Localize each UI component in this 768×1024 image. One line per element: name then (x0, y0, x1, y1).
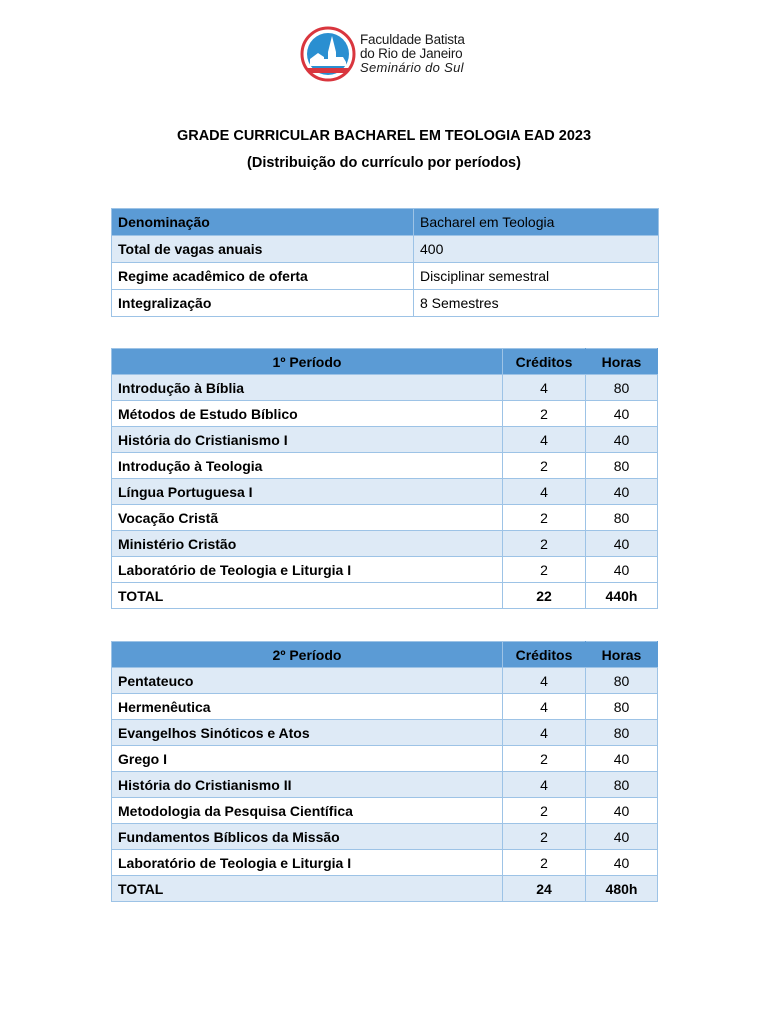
course-hours: 80 (586, 375, 658, 401)
table-row (112, 798, 658, 824)
period-title: 2º Período (112, 642, 503, 668)
table-row (112, 427, 658, 453)
course-credits: 4 (503, 375, 586, 401)
course-name: História do Cristianismo II (112, 772, 503, 798)
table-row (112, 453, 658, 479)
credits-header: Créditos (503, 349, 586, 375)
total-label: TOTAL (112, 876, 503, 902)
course-hours: 40 (586, 401, 658, 427)
course-hours: 80 (586, 772, 658, 798)
course-hours: 40 (586, 427, 658, 453)
table-header-row (112, 349, 658, 375)
course-name: Introdução à Bíblia (112, 375, 503, 401)
course-credits: 2 (503, 850, 586, 876)
course-name: Metodologia da Pesquisa Científica (112, 798, 503, 824)
course-credits: 2 (503, 798, 586, 824)
course-hours: 40 (586, 824, 658, 850)
course-credits: 2 (503, 746, 586, 772)
table-row (112, 557, 658, 583)
table-row (112, 375, 658, 401)
credits-header: Créditos (503, 642, 586, 668)
course-name: Vocação Cristã (112, 505, 503, 531)
course-name: Hermenêutica (112, 694, 503, 720)
table-row (112, 531, 658, 557)
hours-header: Horas (586, 642, 658, 668)
course-hours: 80 (586, 694, 658, 720)
total-credits: 22 (503, 583, 586, 609)
institution-logo (300, 26, 465, 82)
period-1-table (111, 348, 658, 609)
info-value: Bacharel em Teologia (414, 209, 659, 236)
course-name: Fundamentos Bíblicos da Missão (112, 824, 503, 850)
logo-text-line1: Faculdade Batista (360, 32, 465, 47)
total-row (112, 583, 658, 609)
course-credits: 2 (503, 401, 586, 427)
course-credits: 2 (503, 824, 586, 850)
table-row (112, 479, 658, 505)
table-row (112, 746, 658, 772)
course-hours: 80 (586, 720, 658, 746)
total-row (112, 876, 658, 902)
logo-text-line3: Seminário do Sul (360, 60, 464, 76)
table-row (112, 772, 658, 798)
course-name: Língua Portuguesa I (112, 479, 503, 505)
info-value: Disciplinar semestral (414, 263, 659, 290)
course-hours: 40 (586, 557, 658, 583)
total-credits: 24 (503, 876, 586, 902)
course-name: Laboratório de Teologia e Liturgia I (112, 850, 503, 876)
course-name: Laboratório de Teologia e Liturgia I (112, 557, 503, 583)
total-label: TOTAL (112, 583, 503, 609)
info-row (112, 263, 659, 290)
page-subtitle: (Distribuição do currículo por períodos) (247, 155, 521, 171)
course-hours: 80 (586, 505, 658, 531)
course-info-table (111, 208, 659, 317)
course-credits: 4 (503, 479, 586, 505)
page-title: GRADE CURRICULAR BACHAREL EM TEOLOGIA EAD 2023 (176, 128, 592, 144)
course-credits: 4 (503, 694, 586, 720)
course-hours: 40 (586, 479, 658, 505)
course-hours: 40 (586, 850, 658, 876)
course-hours: 80 (586, 668, 658, 694)
period-title: 1º Período (112, 349, 503, 375)
table-header-row (112, 642, 658, 668)
info-value: 8 Semestres (414, 290, 659, 317)
info-label: Total de vagas anuais (112, 236, 414, 263)
course-credits: 2 (503, 505, 586, 531)
info-row (112, 290, 659, 317)
table-row (112, 668, 658, 694)
course-name: Evangelhos Sinóticos e Atos (112, 720, 503, 746)
course-hours: 40 (586, 798, 658, 824)
table-row (112, 824, 658, 850)
info-row (112, 209, 659, 236)
course-hours: 80 (586, 453, 658, 479)
church-logo-icon (300, 26, 356, 82)
table-row (112, 850, 658, 876)
info-label: Regime acadêmico de oferta (112, 263, 414, 290)
info-label: Denominação (112, 209, 414, 236)
table-row (112, 694, 658, 720)
period-2-table (111, 641, 658, 902)
total-hours: 480h (586, 876, 658, 902)
course-credits: 4 (503, 772, 586, 798)
total-hours: 440h (586, 583, 658, 609)
course-hours: 40 (586, 531, 658, 557)
info-row (112, 236, 659, 263)
hours-header: Horas (586, 349, 658, 375)
table-row (112, 401, 658, 427)
table-row (112, 505, 658, 531)
course-credits: 4 (503, 427, 586, 453)
table-row (112, 720, 658, 746)
course-hours: 40 (586, 746, 658, 772)
course-credits: 2 (503, 531, 586, 557)
course-name: Introdução à Teologia (112, 453, 503, 479)
course-name: Métodos de Estudo Bíblico (112, 401, 503, 427)
course-name: Ministério Cristão (112, 531, 503, 557)
course-credits: 4 (503, 668, 586, 694)
info-label: Integralização (112, 290, 414, 317)
logo-text-line2: do Rio de Janeiro (360, 46, 463, 62)
course-credits: 4 (503, 720, 586, 746)
course-name: Pentateuco (112, 668, 503, 694)
info-value: 400 (414, 236, 659, 263)
course-credits: 2 (503, 453, 586, 479)
course-credits: 2 (503, 557, 586, 583)
course-name: História do Cristianismo I (112, 427, 503, 453)
course-name: Grego I (112, 746, 503, 772)
